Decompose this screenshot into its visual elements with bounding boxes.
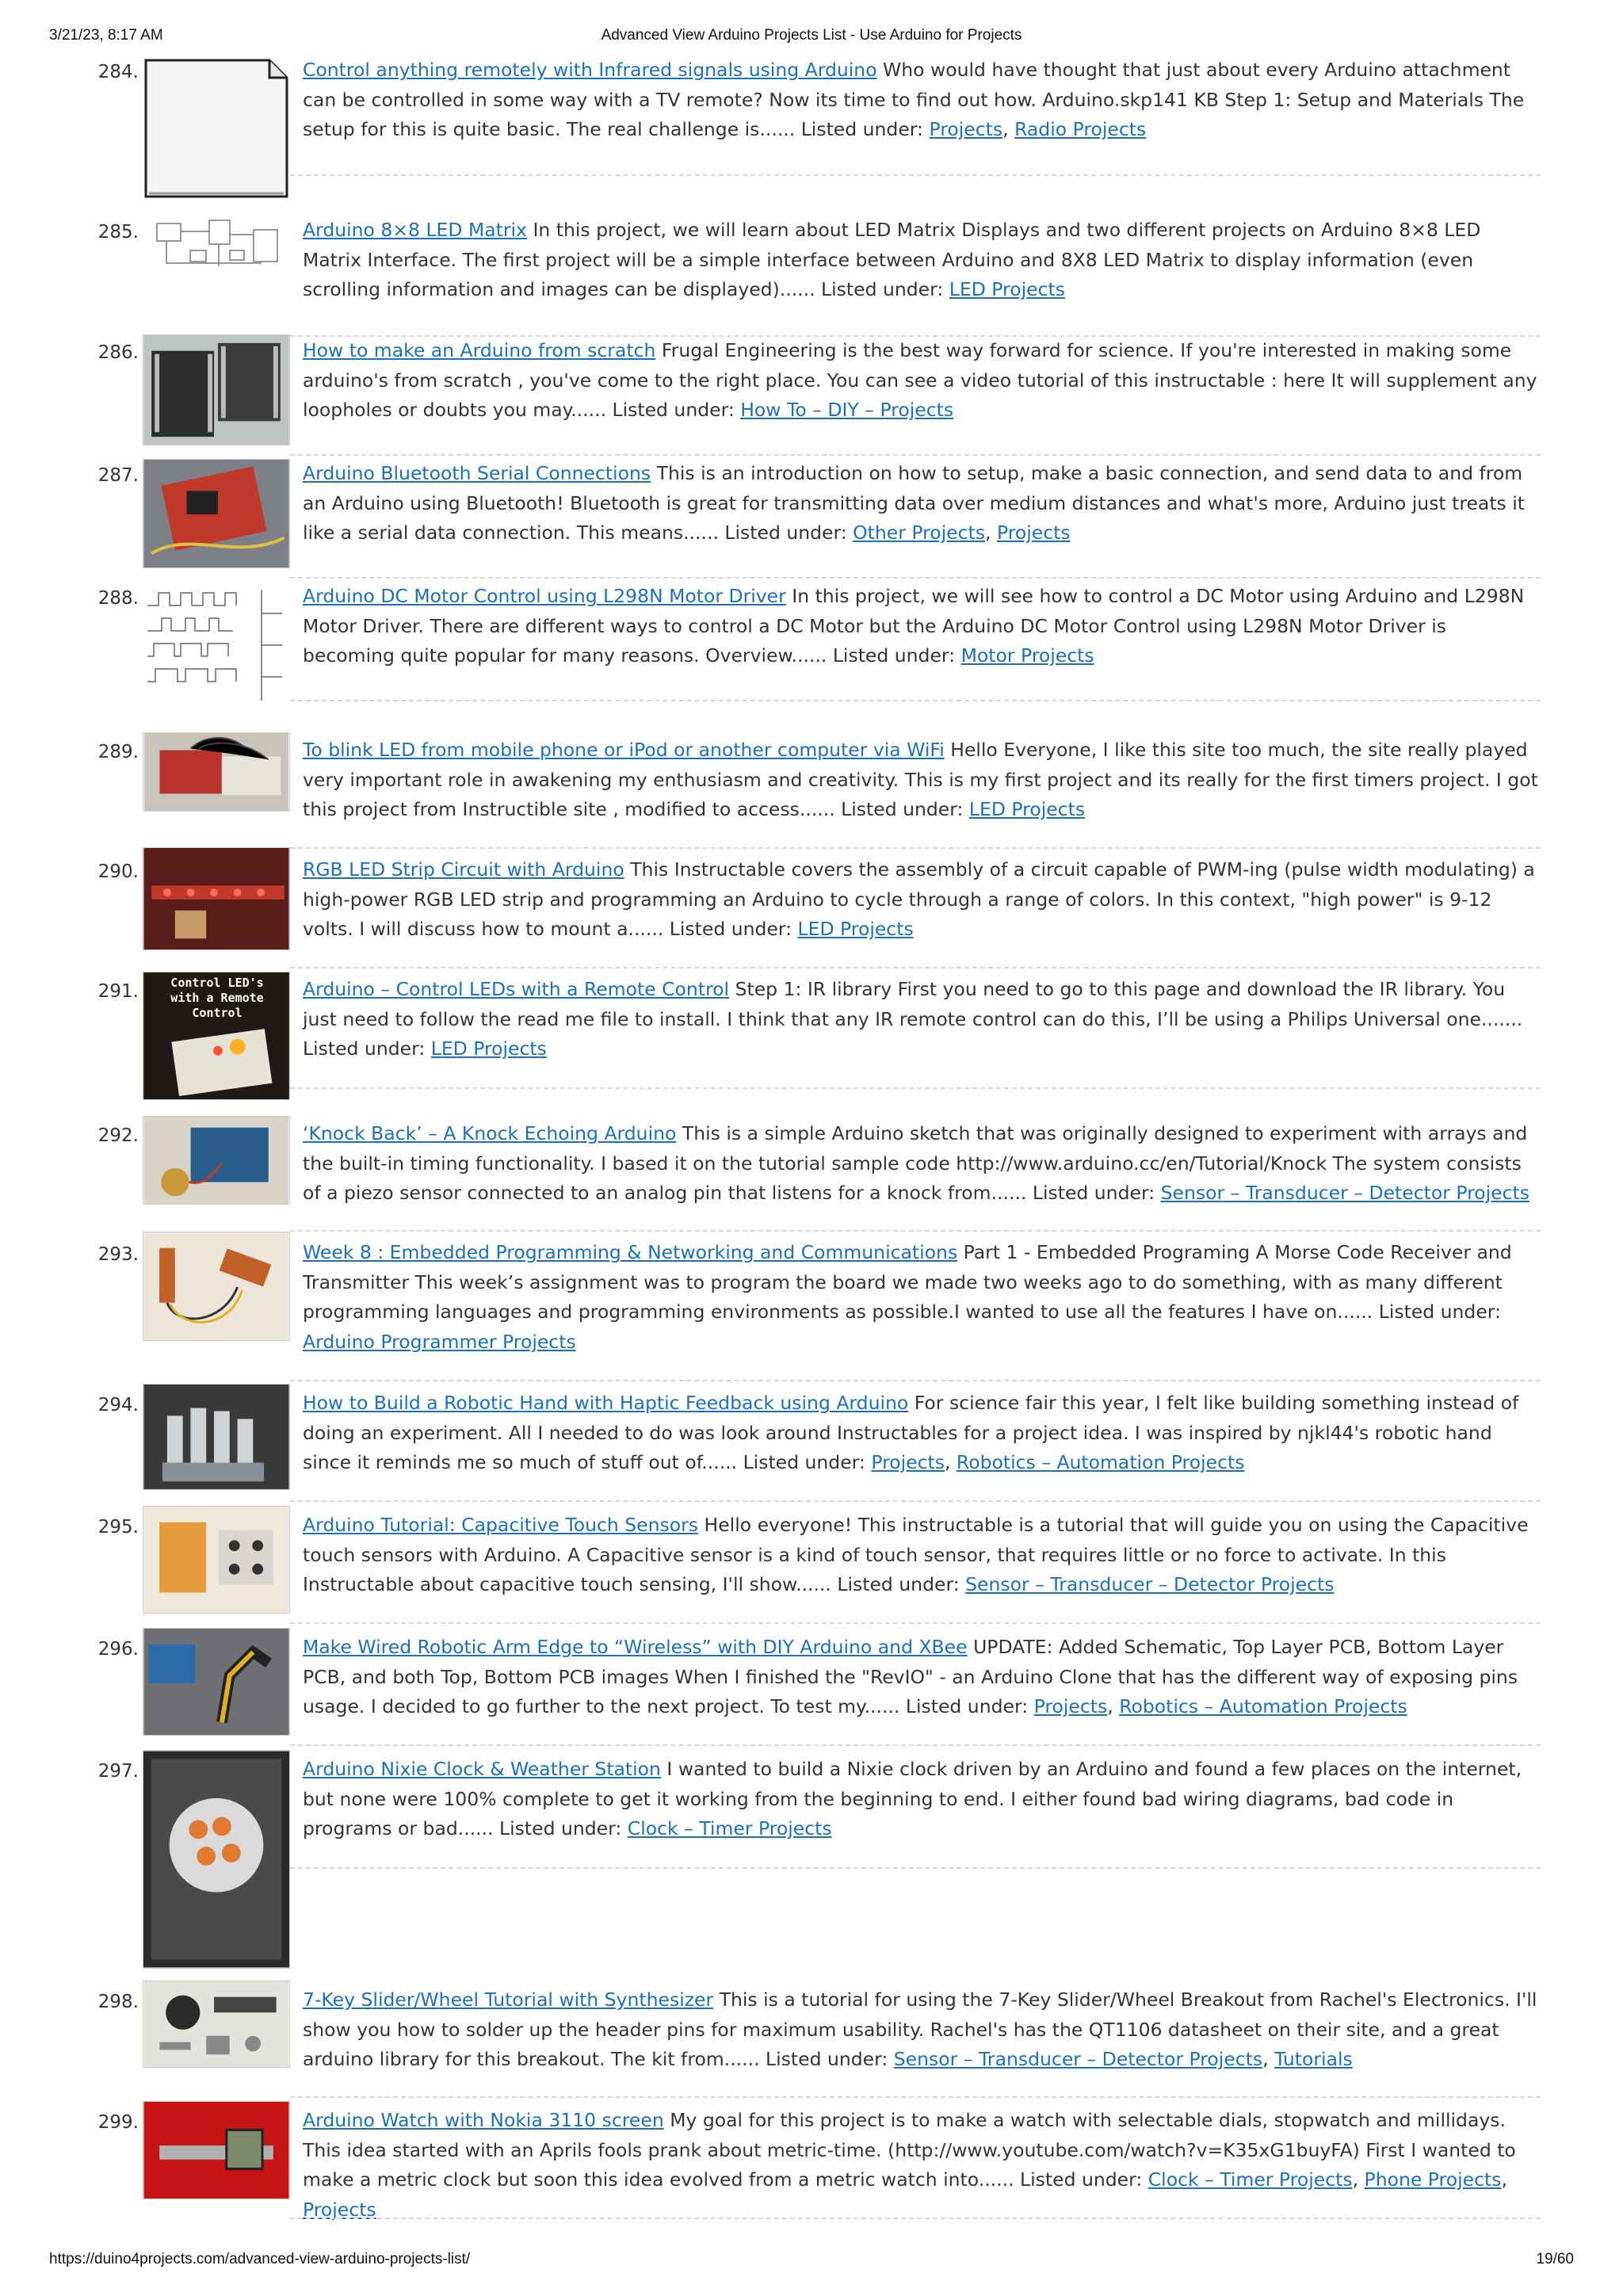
project-link[interactable]: Arduino – Control LEDs with a Remote Control <box>303 978 730 1000</box>
wifi-led-board-photo <box>143 733 289 811</box>
item-number: 288. <box>97 588 139 609</box>
thumbnail <box>143 972 290 1100</box>
item-number: 299. <box>97 2112 139 2133</box>
category-link[interactable]: Sensor – Transducer – Detector Projects <box>893 2048 1263 2070</box>
thumbnail <box>143 1116 290 1205</box>
thumbnail <box>143 2101 290 2199</box>
category-link[interactable]: Projects <box>1033 1695 1108 1717</box>
file-placeholder-icon <box>143 57 290 200</box>
thumbnail <box>143 732 290 812</box>
category-link[interactable]: LED Projects <box>430 1037 547 1060</box>
circuit-diagram-image <box>143 216 290 274</box>
thumbnail <box>143 1628 290 1736</box>
category-link[interactable]: Tutorials <box>1274 2048 1353 2070</box>
project-summary: Step 1: IR library First you need to go to this page and download the IR library. You just need to follow the read me file to install. I think that any IR remote control can do this, I’ll be using a Philips Universal one....... Listed under: <box>303 978 1523 1060</box>
print-datetime: 3/21/23, 8:17 AM <box>49 27 163 44</box>
item-number: 298. <box>97 1992 139 2012</box>
robotic-arm-photo <box>143 1629 289 1735</box>
item-number: 296. <box>97 1639 139 1660</box>
category-link[interactable]: LED Projects <box>968 798 1086 820</box>
item-description: Arduino Watch with Nokia 3110 screen My goal for this project is to make a watch with selectable dials, stopwatch and millidays. This idea started with an Aprils fools prank about metric-time. (http://www.youtube.com/watch?v=K35xG1buyFA) First I wanted to make a metric clock but soon this idea evolved from a metric watch into...... Listed under: Clock – Timer Projects, Phone Projects, Projects <box>303 2109 1516 2221</box>
page-url[interactable]: https://duino4projects.com/advanced-view-arduino-projects-list/ <box>49 2251 471 2267</box>
project-link[interactable]: Week 8 : Embedded Programming & Networking and Communications <box>303 1241 958 1263</box>
project-link[interactable]: ‘Knock Back’ – A Knock Echoing Arduino <box>303 1122 677 1144</box>
thumbnail <box>143 1506 290 1614</box>
thumbnail <box>143 1981 290 2068</box>
category-link[interactable]: Projects <box>929 118 1003 140</box>
knock-sensor-photo <box>143 1117 289 1204</box>
project-link[interactable]: To blink LED from mobile phone or iPod or another computer via WiFi <box>303 739 945 761</box>
item-description: Arduino Bluetooth Serial Connections This is an introduction on how to setup, make a basic connection, and send data to and from an Arduino using Bluetooth! Bluetooth is great for transmitting data over medium distances and what's more, Arduino just treats it like a serial data connection. This means...... Listed under: Other Projects, Projects <box>303 462 1526 544</box>
project-summary: For science fair this year, I felt like building something instead of doing an experiment. All I needed to do was look around Instructables for a project idea. I was inspired by njkl44's robotic hand since it reminds me so much of stuff out of...... Listed under: <box>303 1392 1519 1473</box>
separator <box>290 1622 1541 1624</box>
nokia-watch-photo <box>143 2102 289 2199</box>
item-number: 291. <box>97 981 139 1002</box>
category-link[interactable]: Robotics – Automation Projects <box>1119 1695 1407 1717</box>
separator <box>290 847 1541 849</box>
chips-photo <box>143 335 289 445</box>
category-link[interactable]: Clock – Timer Projects <box>1148 2168 1353 2191</box>
thumbnail <box>143 1750 290 1969</box>
category-link[interactable]: Projects <box>871 1451 945 1473</box>
project-summary: Part 1 - Embedded Programing A Morse Code Receiver and Transmitter This week’s assignment was to program the board we made two weeks ago to do something, with as many different programming languages and programming environments as possible.I wanted to use all the features I have on...... Listed under: <box>303 1241 1512 1323</box>
category-link[interactable]: Projects <box>303 2198 376 2221</box>
project-link[interactable]: Arduino Nixie Clock & Weather Station <box>303 1758 661 1780</box>
item-number: 285. <box>97 222 139 243</box>
project-link[interactable]: How to Build a Robotic Hand with Haptic Feedback using Arduino <box>303 1392 909 1414</box>
separator <box>290 2218 1541 2219</box>
category-link[interactable]: Projects <box>996 521 1071 544</box>
separator <box>290 1230 1541 1232</box>
project-summary: Frugal Engineering is the best way forward for science. If you're interested in making some arduino's from scratch , you've come to the right place. You can see a video tutorial of this instructable : here It will supplement any loopholes or doubts you may...... Listed under: <box>303 339 1537 421</box>
item-number: 289. <box>97 742 139 762</box>
project-summary: This is a tutorial for using the 7-Key Slider/Wheel Breakout from Rachel's Electronics. I'll show you how to solder up the header pins for maximum usability. Rachel's has the QT1106 datasheet on their site, and a great arduino library for this breakout. The kit from...... Listed under: <box>303 1988 1537 2070</box>
item-description <box>303 1238 1539 1357</box>
project-summary: Hello Everyone, I like this site too much, the site really played very important role in awakening my enthusiasm and creativity. This is my first project and its really for the first timers project. I got this project from Instructible site , modified to access...... Listed under: <box>303 739 1538 820</box>
item-description <box>303 855 1539 945</box>
category-link[interactable]: Phone Projects <box>1364 2168 1502 2191</box>
separator <box>290 1867 1541 1869</box>
item-description <box>303 975 1539 1064</box>
thumbnail <box>143 334 290 445</box>
item-number: 284. <box>97 62 139 82</box>
thumbnail <box>143 1384 290 1490</box>
category-link[interactable]: Arduino Programmer Projects <box>303 1330 576 1353</box>
thumbnail <box>143 216 290 274</box>
thumbnail-caption: Control LED's with a Remote Control <box>170 976 264 1020</box>
item-description <box>303 1119 1539 1209</box>
item-description <box>303 216 1539 305</box>
item-description: 7-Key Slider/Wheel Tutorial with Synthesizer This is a tutorial for using the 7-Key Slider/Wheel Breakout from Rachel's Electronics. I'll show you how to solder up the header pins for maximum usability. Rachel's has the QT1106 datasheet on their site, and a great arduino library for this breakout. The kit from...... Listed under: Sensor – Transducer – Detector Projects, Tutorials <box>303 1988 1537 2070</box>
category-link[interactable]: LED Projects <box>949 278 1065 300</box>
print-page-title: Advanced View Arduino Projects List - Use Arduino for Projects <box>601 27 1022 44</box>
project-summary: I wanted to build a Nixie clock driven by an Arduino and found a few places on the internet, but none were 100% complete to get it working from the beginning to end. I either found bad wiring diagrams, bad code in programs or bad...... Listed under: <box>303 1758 1522 1839</box>
project-link[interactable]: RGB LED Strip Circuit with Arduino <box>303 858 624 881</box>
project-link[interactable]: Make Wired Robotic Arm Edge to “Wireless” with DIY Arduino and XBee <box>303 1636 968 1658</box>
category-link[interactable]: Clock – Timer Projects <box>627 1817 832 1839</box>
slider-wheel-kit-photo <box>143 1981 289 2067</box>
item-description <box>303 1511 1539 1600</box>
separator <box>290 174 1541 176</box>
project-summary: UPDATE: Added Schematic, Top Layer PCB, Bottom Layer PCB, and both Top, Bottom PCB images When I finished the "RevIO" - an Arduino Clone that has the different way of exposing pins usage. I decided to go further to the next project. To test my...... Listed under: <box>303 1636 1518 1717</box>
item-description: Make Wired Robotic Arm Edge to “Wireless” with DIY Arduino and XBee UPDATE: Added Schematic, Top Layer PCB, Bottom Layer PCB, and both Top, Bottom PCB images When I finished the "RevIO" - an Arduino Clone that has the different way of exposing pins usage. I decided to go further to the next project. To test my...... Listed under: Projects, Robotics – Automation Projects <box>303 1636 1518 1717</box>
item-number: 295. <box>97 1517 139 1538</box>
project-summary: This is an introduction on how to setup, make a basic connection, and send data to and from an Arduino using Bluetooth! Bluetooth is great for transmitting data over medium distances and what's more, Arduino just treats it like a serial data connection. This means...... Listed under: <box>303 462 1526 544</box>
project-link[interactable]: How to make an Arduino from scratch <box>303 339 656 361</box>
separator <box>290 454 1541 456</box>
morse-boards-photo <box>143 1232 289 1340</box>
category-link[interactable]: LED Projects <box>797 918 914 940</box>
project-summary: This Instructable covers the assembly of a circuit capable of PWM-ing (pulse width modulating) a high-power RGB LED strip and programming an Arduino to cycle through a range of colors. In this context, "high power" is 9-12 volts. I will discuss how to mount a...... Listed under: <box>303 858 1535 940</box>
item-description: Control anything remotely with Infrared signals using Arduino Who would have thought that just about every Arduino attachment can be controlled in some way with a TV remote? Now its time to find out how. Arduino.skp141 KB Step 1: Setup and Materials The setup for this is quite basic. The real challenge is...... Listed under: Projects, Radio Projects <box>303 59 1525 140</box>
robotic-hand-photo <box>143 1385 289 1489</box>
capacitive-sensor-photo <box>143 1507 289 1613</box>
separator <box>290 1744 1541 1746</box>
item-number: 290. <box>97 861 139 882</box>
pwm-waveform-image <box>143 582 290 707</box>
category-link[interactable]: Sensor – Transducer – Detector Projects <box>965 1573 1335 1595</box>
project-summary: My goal for this project is to make a watch with selectable dials, stopwatch and millidays. This idea started with an Aprils fools prank about metric-time. (http://www.youtube.com/watch?v=K35xG1buyFA) First I wanted to make a metric clock but soon this idea evolved from a metric watch into...... Listed under: <box>303 2109 1516 2191</box>
project-link[interactable]: Arduino 8×8 LED Matrix <box>303 219 527 241</box>
project-link[interactable]: Arduino Watch with Nokia 3110 screen <box>303 2109 664 2131</box>
category-link[interactable]: Other Projects <box>853 521 985 544</box>
category-link[interactable]: Sensor – Transducer – Detector Projects <box>1160 1182 1529 1204</box>
item-description <box>303 582 1539 671</box>
project-summary: In this project, we will learn about LED Matrix Displays and two different projects on Arduino 8×8 LED Matrix Interface. The first project will be a simple interface between Arduino and 8X8 LED Matrix to display information (even scrolling information and images can be displayed)...... Listed under: <box>303 219 1481 300</box>
item-number: 287. <box>97 465 139 486</box>
thumbnail <box>143 582 290 707</box>
project-summary: Who would have thought that just about every Arduino attachment can be controlled in some way with a TV remote? Now its time to find out how. Arduino.skp141 KB Step 1: Setup and Materials The setup for this is quite basic. The real challenge is...... Listed under: <box>303 59 1525 140</box>
project-link[interactable]: Arduino Bluetooth Serial Connections <box>303 462 651 484</box>
project-summary: This is a simple Arduino sketch that was originally designed to experiment with arrays and the built-in timing functionality. I based it on the tutorial sample code http://www.arduino.cc/en/Tutorial/Knock The system consists of a piezo sensor connected to an analog pin that listens for a knock from...... Listed under: <box>303 1122 1528 1204</box>
item-description <box>303 1755 1539 1844</box>
item-number: 297. <box>97 1761 139 1782</box>
category-link[interactable]: Robotics – Automation Projects <box>956 1451 1245 1473</box>
separator <box>290 1380 1541 1381</box>
item-number: 293. <box>97 1244 139 1265</box>
separator <box>290 700 1541 701</box>
category-link[interactable]: Radio Projects <box>1014 118 1147 140</box>
page-number: 19/60 <box>1536 2251 1574 2267</box>
item-description: How to Build a Robotic Hand with Haptic Feedback using Arduino For science fair this year, I felt like building something instead of doing an experiment. All I needed to do was look around Instructables for a project idea. I was inspired by njkl44's robotic hand since it reminds me so much of stuff out of...... Listed under: Projects, Robotics – Automation Projects <box>303 1392 1519 1473</box>
project-summary: In this project, we will see how to control a DC Motor using Arduino and L298N Motor Driver. There are different ways to control a DC Motor but the Arduino DC Motor Control using L298N Motor Driver is becoming quite popular for many reasons. Overview...... Listed under: <box>303 585 1525 667</box>
item-description <box>303 336 1539 426</box>
item-description <box>303 735 1539 825</box>
separator <box>290 1087 1541 1089</box>
separator <box>290 2096 1541 2098</box>
project-link[interactable]: Control anything remotely with Infrared signals using Arduino <box>303 59 877 81</box>
thumbnail <box>143 1232 290 1341</box>
item-number: 294. <box>97 1395 139 1415</box>
separator <box>290 967 1541 968</box>
project-summary: Hello everyone! This instructable is a tutorial that will guide you on using the Capacitive touch sensors with Arduino. A Capacitive sensor is a kind of touch sensor, that requires little or no force to activate. In this Instructable about capacitive touch sensing, I'll show...... Listed under: <box>303 1514 1529 1595</box>
category-link[interactable]: How To – DIY – Projects <box>740 399 954 421</box>
category-link[interactable]: Motor Projects <box>960 644 1094 667</box>
project-link[interactable]: Arduino DC Motor Control using L298N Motor Driver <box>303 585 786 607</box>
bluetooth-board-photo <box>143 460 289 567</box>
item-number: 292. <box>97 1125 139 1146</box>
thumbnail <box>143 459 290 568</box>
item-number: 286. <box>97 342 139 363</box>
nixie-clock-photo <box>143 1751 289 1968</box>
thumbnail <box>143 57 290 200</box>
thumbnail <box>143 847 290 950</box>
rgb-led-strip-photo <box>143 848 289 949</box>
project-link[interactable]: 7-Key Slider/Wheel Tutorial with Synthesizer <box>303 1988 714 2011</box>
separator <box>290 1500 1541 1502</box>
project-link[interactable]: Arduino Tutorial: Capacitive Touch Sensors <box>303 1514 699 1536</box>
separator <box>290 577 1541 579</box>
